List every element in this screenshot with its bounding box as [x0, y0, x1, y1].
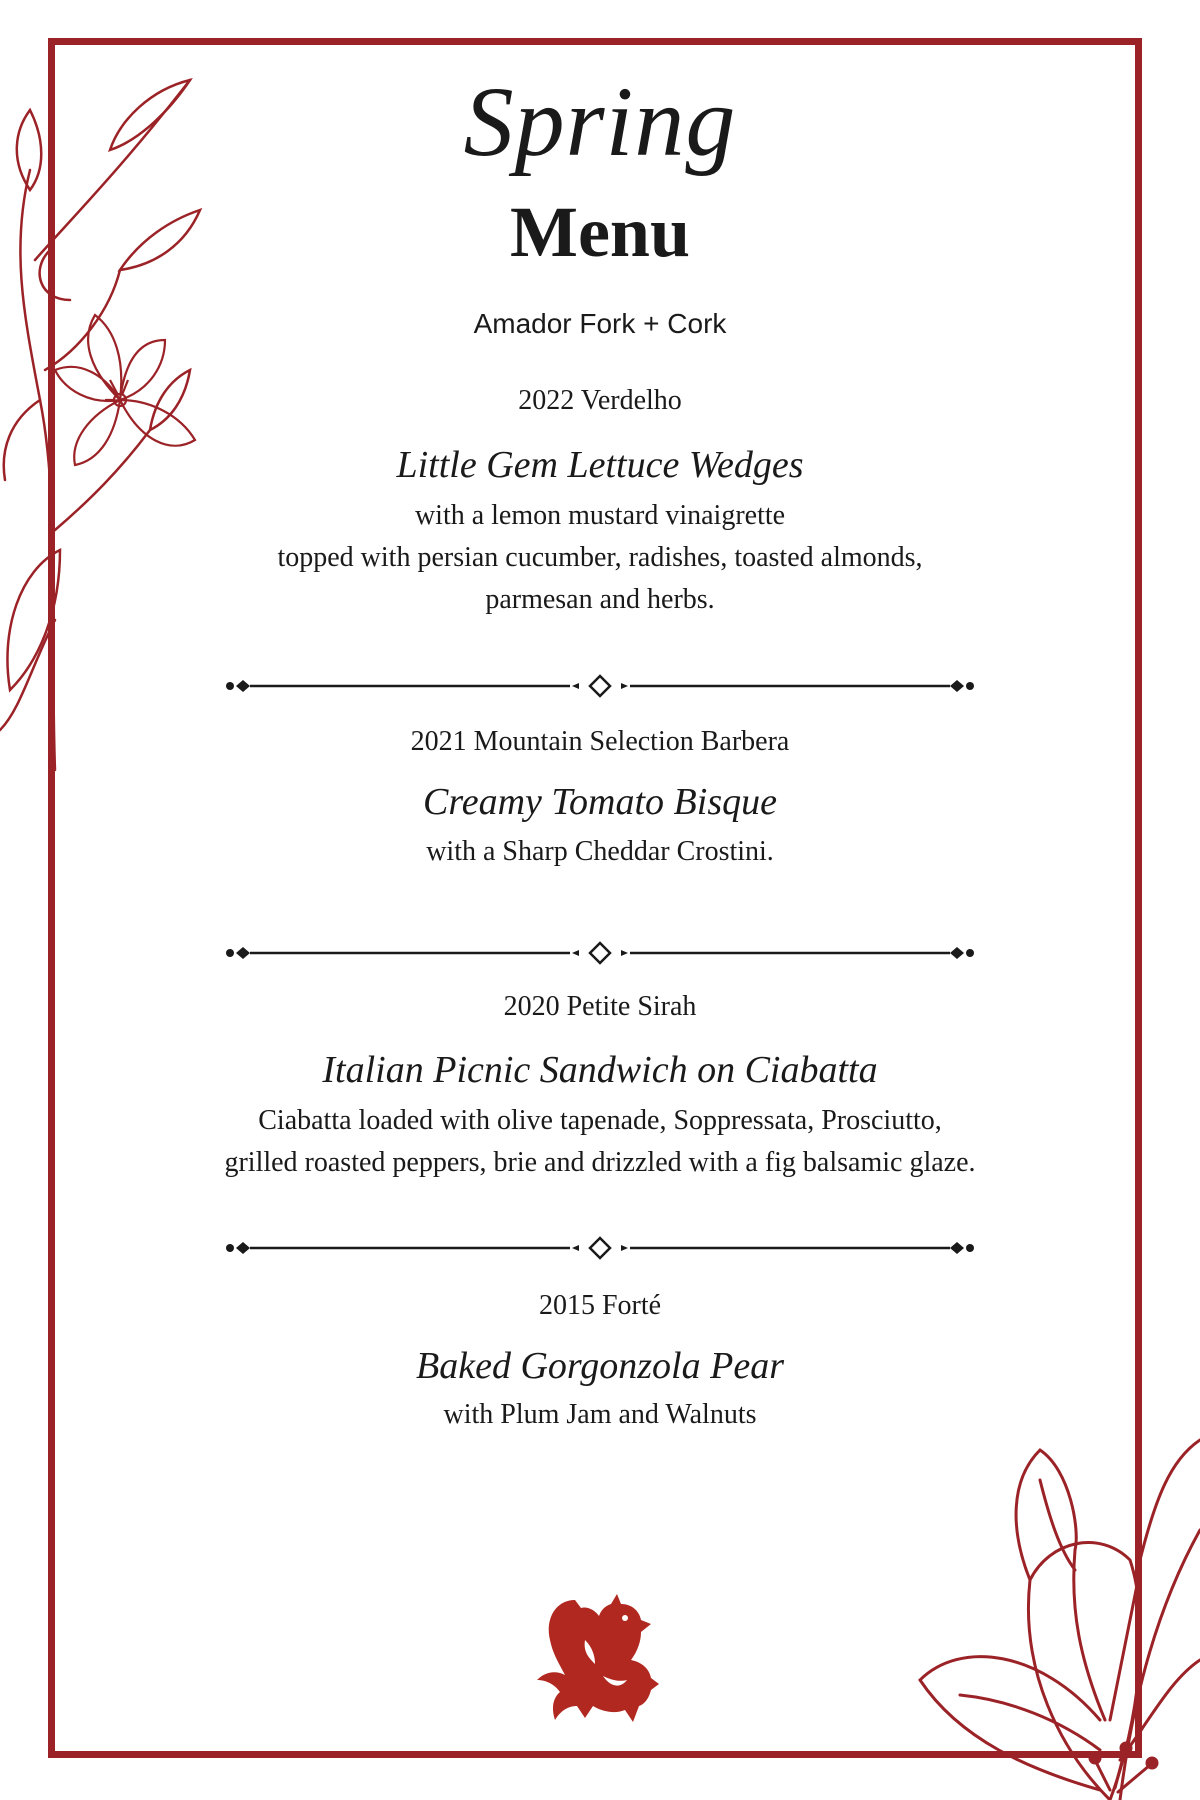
course-1-description-line: parmesan and herbs.: [485, 584, 715, 615]
ornamental-divider-icon: [224, 1236, 976, 1260]
course-1-description-line: topped with persian cucumber, radishes, toasted almonds,: [277, 542, 923, 573]
course-4-wine: 2015 Forté: [538, 1290, 662, 1321]
course-1-description-line: with a lemon mustard vinaigrette: [414, 500, 786, 531]
floral-branch-icon: [0, 70, 220, 770]
course-4-dish: Baked Gorgonzola Pear: [416, 1345, 784, 1387]
course-3-dish: Italian Picnic Sandwich on Ciabatta: [322, 1049, 878, 1091]
ornamental-divider-icon: [224, 941, 976, 965]
course-1-wine: 2022 Verdelho: [518, 385, 682, 416]
flower-icon: [900, 1420, 1200, 1800]
course-2-dish: Creamy Tomato Bisque: [423, 781, 777, 823]
course-3-description-line: Ciabatta loaded with olive tapenade, Soppressata, Prosciutto,: [258, 1105, 942, 1136]
course-3-description: [0, 1100, 1200, 1184]
course-2-description: [0, 831, 1200, 873]
course-3-wine: 2020 Petite Sirah: [503, 991, 697, 1022]
menu-script-title: Spring: [463, 66, 737, 177]
course-1-dish: Little Gem Lettuce Wedges: [396, 444, 804, 486]
course-1-description: [0, 495, 1200, 621]
course-4-description: [0, 1394, 1200, 1436]
course-2-description-line: with a Sharp Cheddar Crostini.: [426, 836, 774, 867]
ornamental-divider-icon: [224, 674, 976, 698]
venue-name: Amador Fork + Cork: [473, 308, 727, 339]
griffin-logo-icon: [525, 1580, 675, 1730]
menu-title: Menu: [510, 192, 690, 272]
course-3-description-line: grilled roasted peppers, brie and drizzled with a fig balsamic glaze.: [224, 1147, 976, 1178]
course-2-wine: 2021 Mountain Selection Barbera: [410, 726, 790, 757]
course-4-description-line: with Plum Jam and Walnuts: [443, 1399, 757, 1430]
